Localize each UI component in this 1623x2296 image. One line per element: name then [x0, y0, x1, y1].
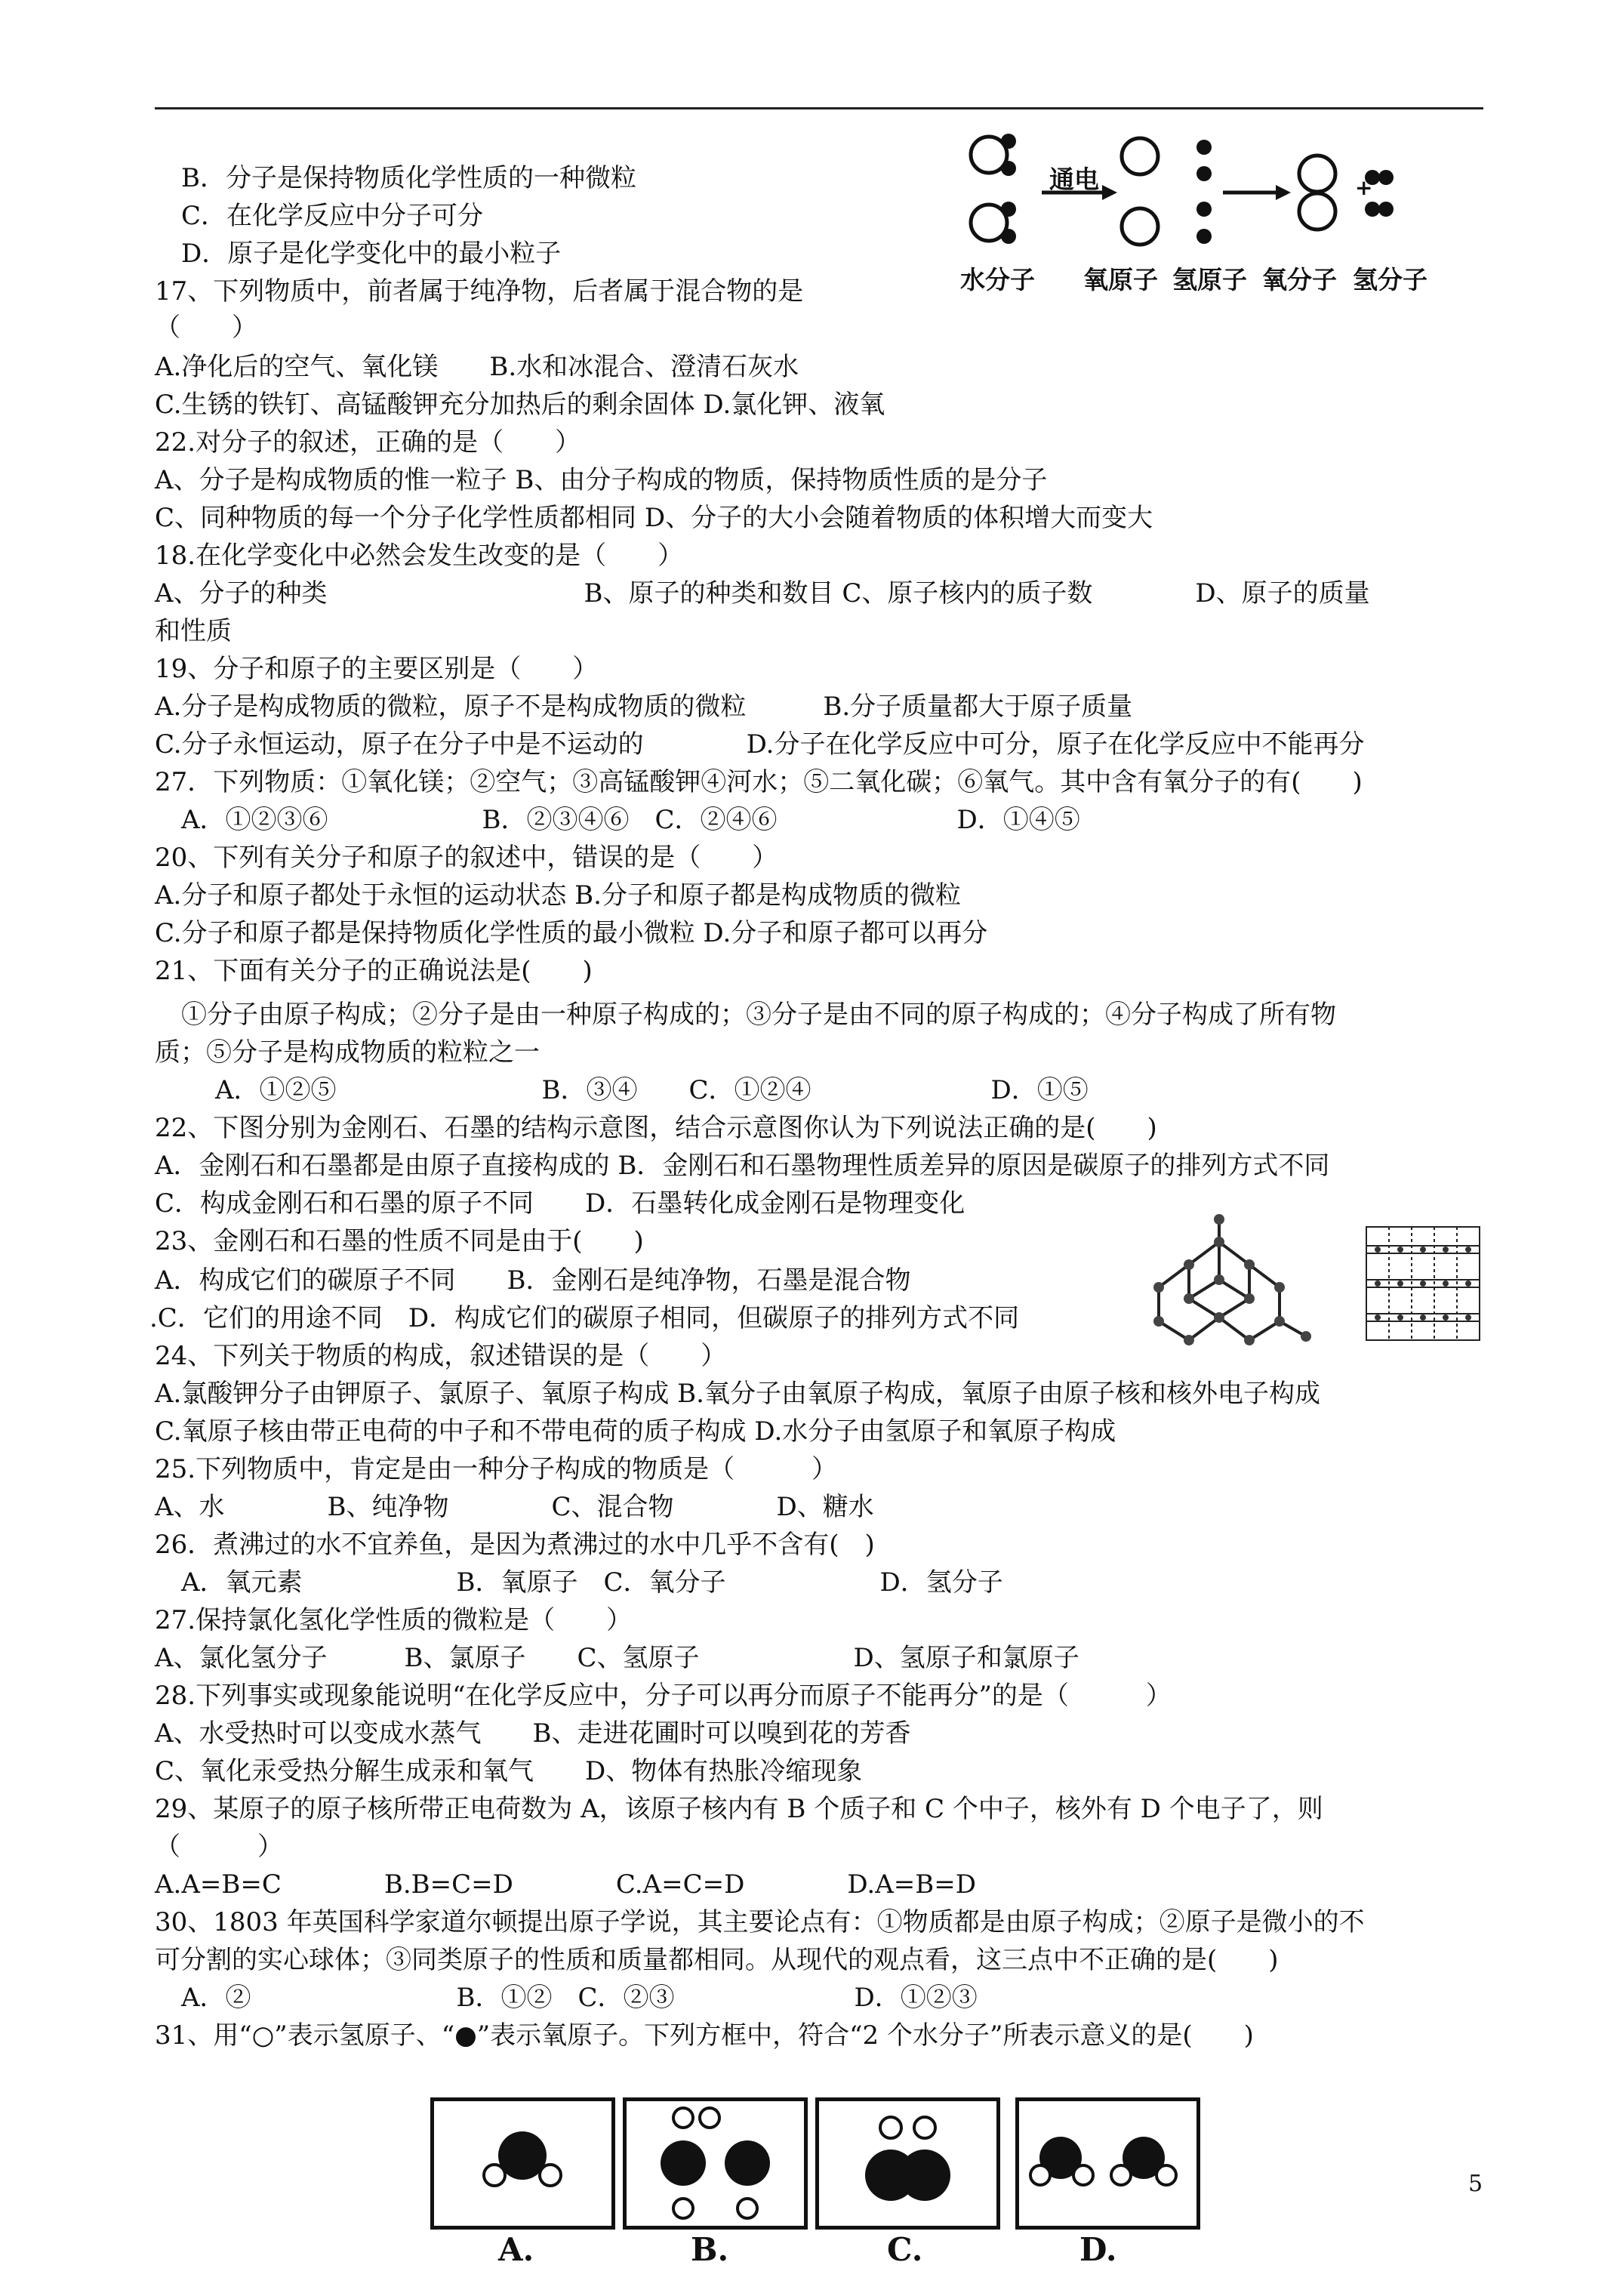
text-line: 29、某原子的原子核所带正电荷数为 A，该原子核内有 B 个质子和 C 个中子，核外有 D 个电子了，则: [155, 1794, 1323, 1824]
label-hydrogen-molecule: 氢分子: [1353, 265, 1427, 294]
text-line: A、水受热时可以变成水蒸气 B、走进花圃时可以嗅到花的芳香: [155, 1718, 911, 1749]
label-water-molecule: 水分子: [960, 265, 1035, 294]
text-line: C．构成金刚石和石墨的原子不同 D．石墨转化成金刚石是物理变化: [155, 1188, 965, 1219]
text-line: .C．它们的用途不同 D．构成它们的碳原子相同，但碳原子的排列方式不同: [149, 1303, 1020, 1333]
page-number: 5: [1468, 2171, 1483, 2197]
text-line: 26．煮沸过的水不宜养鱼，是因为煮沸过的水中几乎不含有( ): [155, 1530, 875, 1560]
text-line: A.分子和原子都处于永恒的运动状态 B.分子和原子都是构成物质的微粒: [155, 880, 961, 911]
text-line: ①分子由原子构成；②分子是由一种原子构成的；③分子是由不同的原子构成的；④分子构成了所有物: [181, 1000, 1336, 1030]
hydrogen-atom-icon: [1196, 202, 1212, 217]
text-line: 19、分子和原子的主要区别是（ ）: [155, 654, 599, 684]
water-molecule-icon: [971, 202, 1016, 244]
text-line: 31、用“○”表示氢原子、“●”表示氧原子。下列方框中，符合“2 个水分子”所表示意义的是( ): [155, 2020, 1254, 2051]
option-label-b: B.: [691, 2231, 729, 2268]
option-label-d: D.: [1079, 2231, 1117, 2268]
arrowhead-icon: [1276, 185, 1291, 200]
text-line: D．原子是化学变化中的最小粒子: [181, 239, 562, 269]
text-line: C.生锈的铁钉、高锰酸钾充分加热后的剩余固体 D.氯化钾、液氧: [155, 390, 885, 420]
text-line: 22、下图分别为金刚石、石墨的结构示意图，结合示意图你认为下列说法正确的是( ): [155, 1113, 1157, 1143]
text-line: 可分割的实心球体；③同类原子的性质和质量都相同。从现代的观点看，这三点中不正确的是( ): [155, 1945, 1279, 1975]
arrow-label: 通电: [1049, 165, 1099, 194]
option-box-a: [430, 2097, 615, 2230]
text-line: A．氧元素 B．氧原子 C．氧分子 D．氢分子: [181, 1567, 1003, 1598]
hydrogen-atom-icon: [1196, 140, 1212, 155]
label-hydrogen-atom: 氢原子: [1172, 265, 1247, 294]
text-line: A、水 B、纯净物 C、混合物 D、糖水: [155, 1492, 874, 1522]
text-line: A.净化后的空气、氧化镁 B.水和冰混合、澄清石灰水: [155, 352, 799, 382]
arrowhead-icon: [1102, 185, 1117, 200]
text-line: 30、1803 年英国科学家道尔顿提出原子学说，其主要论点有：①物质都是由原子构成；②原子是微小的不: [155, 1907, 1365, 1937]
text-line: 20、下列有关分子和原子的叙述中，错误的是（ ）: [155, 843, 778, 873]
text-line: （ ）: [155, 1832, 283, 1862]
option-box-c: [815, 2097, 1000, 2230]
molecule-icon: [819, 2101, 996, 2226]
text-line: A．金刚石和石墨都是由原子直接构成的 B．金刚石和石墨物理性质差异的原因是碳原子的排列方式不同: [155, 1151, 1330, 1181]
oxygen-molecule-icon: [1299, 156, 1335, 230]
text-line: 27．下列物质：①氧化镁；②空气；③高锰酸钾④河水；⑤二氧化碳；⑥氧气。其中含有氧分子的有( ): [155, 767, 1363, 797]
text-line: A.氯酸钾分子由钾原子、氯原子、氧原子构成 B.氧分子由氧原子构成，氧原子由原子核和核外电子构成: [155, 1379, 1320, 1409]
text-line: C．在化学反应中分子可分: [181, 201, 484, 231]
text-line: A、分子的种类 B、原子的种类和数目 C、原子核内的质子数 D、原子的质量: [155, 578, 1370, 609]
plus-sign: +: [1355, 175, 1373, 200]
text-line: C、同种物质的每一个分子化学性质都相同 D、分子的大小会随着物质的体积增大而变大: [155, 503, 1153, 533]
text-line: 质；⑤分子是构成物质的粒粒之一: [155, 1037, 540, 1068]
header-rule: [155, 107, 1483, 109]
text-line: （ ）: [155, 313, 257, 343]
oxygen-atom-icon: [1122, 138, 1158, 174]
label-oxygen-atom: 氧原子: [1083, 265, 1158, 294]
oxygen-atom-icon: [1122, 208, 1158, 245]
text-line: 25.下列物质中，肯定是由一种分子构成的物质是（ ）: [155, 1454, 838, 1484]
option-box-d: [1015, 2097, 1200, 2230]
text-line: 22.对分子的叙述，正确的是（ ）: [155, 427, 581, 458]
water-molecule-icon: [971, 134, 1016, 176]
text-line: A.A=B=C B.B=C=D C.A=C=D D.A=B=D: [155, 1869, 976, 1900]
text-line: A．①②⑤ B．③④ C．①②④ D．①⑤: [215, 1075, 1089, 1105]
text-line: A、分子是构成物质的惟一粒子 B、由分子构成的物质，保持物质性质的是分子: [155, 465, 1048, 495]
water-molecule-icon: [434, 2101, 611, 2226]
text-line: A、氯化氢分子 B、氯原子 C、氢原子 D、氢原子和氯原子: [155, 1643, 1079, 1673]
text-line: 27.保持氯化氢化学性质的微粒是（ ）: [155, 1605, 633, 1635]
hydrogen-atom-icon: [1196, 166, 1212, 181]
graphite-structure-figure: [1359, 1223, 1487, 1348]
option-label-a: A.: [498, 2231, 534, 2268]
text-line: 17、下列物质中，前者属于纯净物，后者属于混合物的是: [155, 276, 804, 307]
text-line: B．分子是保持物质化学性质的一种微粒: [181, 163, 636, 193]
text-line: C.氧原子核由带正电荷的中子和不带电荷的质子构成 D.水分子由氢原子和氧原子构成: [155, 1416, 1116, 1447]
option-label-c: C.: [887, 2231, 923, 2268]
text-line: A．①②③⑥ B．②③④⑥ C．②④⑥ D．①④⑤: [181, 805, 1080, 835]
text-line: 24、下列关于物质的构成，叙述错误的是（ ）: [155, 1341, 727, 1371]
two-water-molecules-icon: [1019, 2101, 1196, 2226]
text-line: C.分子永恒运动，原子在分子中是不运动的 D.分子在化学反应中可分，原子在化学反应中不能再分: [155, 729, 1365, 760]
text-line: 23、金刚石和石墨的性质不同是由于( ): [155, 1226, 644, 1256]
text-line: A.分子是构成物质的微粒，原子不是构成物质的微粒 B.分子质量都大于原子质量: [155, 692, 1133, 722]
option-box-b: [623, 2097, 808, 2230]
diamond-structure-figure: [1136, 1212, 1317, 1348]
text-line: 和性质: [155, 616, 232, 646]
text-line: 28.下列事实或现象能说明“在化学反应中，分子可以再分而原子不能再分”的是（ ）: [155, 1681, 1172, 1711]
text-line: C.分子和原子都是保持物质化学性质的最小微粒 D.分子和原子都可以再分: [155, 918, 988, 948]
hydrogen-atom-icon: [1196, 229, 1212, 244]
text-line: C、氧化汞受热分解生成汞和氧气 D、物体有热胀冷缩现象: [155, 1756, 863, 1786]
text-line: 21、下面有关分子的正确说法是( ): [155, 956, 593, 986]
text-line: A．构成它们的碳原子不同 B．金刚石是纯净物，石墨是混合物: [155, 1265, 911, 1296]
text-line: A．② B．①② C．②③ D．①②③: [181, 1983, 978, 2013]
label-oxygen-molecule: 氧分子: [1262, 265, 1337, 294]
oxygen-atoms-icon: [627, 2101, 804, 2226]
text-line: 18.在化学变化中必然会发生改变的是（ ）: [155, 541, 684, 571]
